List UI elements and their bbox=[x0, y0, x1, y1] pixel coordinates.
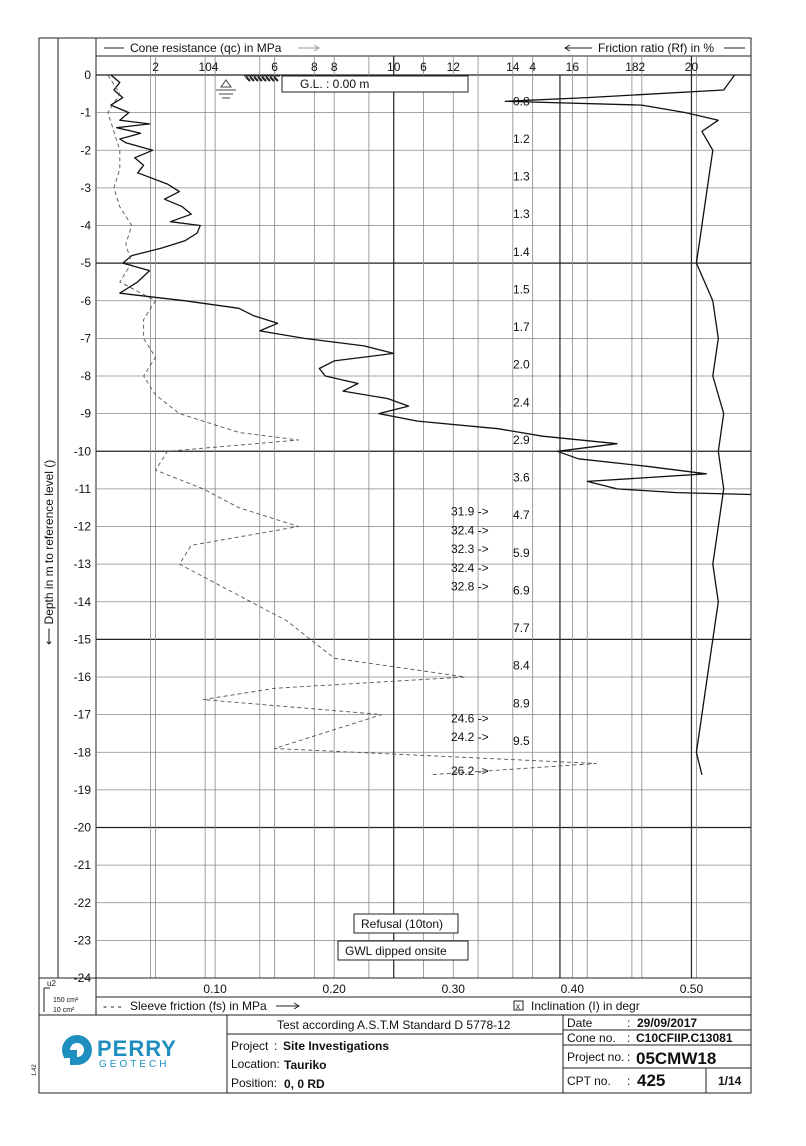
fs-tick-label: 0.30 bbox=[441, 982, 465, 996]
cone-value: C10CFIIP.C13081 bbox=[636, 1031, 733, 1045]
rf-summary-label: 2.4 bbox=[513, 395, 530, 410]
qc-tick-label: 12 bbox=[446, 60, 460, 74]
qc-offscale-labels bbox=[451, 504, 489, 778]
qc-tick-label: 14 bbox=[506, 60, 520, 74]
qc-offscale-label: 26.2 -> bbox=[451, 764, 489, 779]
depth-tick-label: -10 bbox=[73, 444, 91, 459]
qc-offscale-label: 32.4 -> bbox=[451, 523, 489, 538]
side-code: 1.42 bbox=[32, 1064, 38, 1076]
rf-tick-label: 6 bbox=[420, 60, 427, 74]
company-name: PERRY bbox=[97, 1036, 177, 1061]
rf-summary-label: 4.7 bbox=[513, 508, 530, 523]
rf-summary-label: 1.7 bbox=[513, 320, 530, 335]
y-tick-labels bbox=[74, 68, 92, 985]
depth-tick-label: -2 bbox=[80, 143, 91, 158]
cpt-no-value: 425 bbox=[637, 1071, 666, 1090]
qc-offscale-label: 24.2 -> bbox=[451, 730, 489, 745]
rf-summary-label: 1.5 bbox=[513, 282, 530, 297]
rf-summary-label: 5.9 bbox=[513, 545, 530, 560]
depth-tick-label: -4 bbox=[80, 218, 91, 233]
svg-text:x: x bbox=[516, 1002, 520, 1011]
qc-offscale-label: 32.4 -> bbox=[451, 560, 489, 575]
depth-tick-label: -20 bbox=[73, 820, 91, 835]
depth-tick-label: -7 bbox=[80, 331, 91, 346]
depth-tick-label: -18 bbox=[73, 745, 91, 760]
svg-text::: : bbox=[627, 1050, 631, 1064]
rf-summary-label: 3.6 bbox=[513, 470, 530, 485]
qc-offscale-label: 24.6 -> bbox=[451, 711, 489, 726]
depth-tick-label: -3 bbox=[80, 180, 91, 195]
svg-text:u2: u2 bbox=[47, 979, 56, 988]
ground-level-icon bbox=[244, 76, 280, 81]
qc-tick-label: 2 bbox=[152, 60, 159, 74]
rf-summary-labels bbox=[513, 94, 530, 748]
svg-text:Location:: Location: bbox=[231, 1057, 280, 1071]
rf-axis-label: Friction ratio (Rf) in % bbox=[598, 41, 715, 55]
qc-tick-label: 18 bbox=[625, 60, 639, 74]
svg-text:Date: Date bbox=[567, 1016, 593, 1030]
svg-text:Cone no.: Cone no. bbox=[567, 1031, 616, 1045]
depth-tick-label: -22 bbox=[73, 895, 91, 910]
fs-tick-labels bbox=[203, 982, 703, 996]
qc-tick-label: 4 bbox=[211, 60, 219, 74]
qc-tick-label: 10 bbox=[387, 60, 401, 74]
rf-summary-label: 1.4 bbox=[513, 244, 530, 259]
qc-tick-label: 8 bbox=[330, 60, 338, 74]
grid bbox=[96, 56, 751, 978]
svg-text::: : bbox=[627, 1031, 631, 1045]
svg-text:- - -: - - - bbox=[103, 999, 122, 1013]
standard-text: Test according A.S.T.M Standard D 5778-12 bbox=[277, 1018, 511, 1032]
fs-axis-label: Sleeve friction (fs) in MPa bbox=[130, 999, 267, 1013]
depth-tick-label: -14 bbox=[73, 594, 91, 609]
date-value: 29/09/2017 bbox=[637, 1016, 698, 1030]
fs-tick-label: 0.40 bbox=[560, 982, 585, 996]
depth-tick-label: 0 bbox=[84, 68, 91, 82]
x-tick-labels bbox=[152, 60, 698, 74]
inclination-label: Inclination (I) in degr bbox=[531, 999, 640, 1013]
depth-tick-label: -6 bbox=[80, 293, 91, 308]
rf-summary-label: 6.9 bbox=[513, 583, 530, 598]
rf-summary-label: 8.4 bbox=[513, 658, 530, 673]
rf-summary-label: 7.7 bbox=[513, 621, 530, 636]
svg-text::: : bbox=[627, 1074, 631, 1088]
rf-tick-label: 10 bbox=[198, 60, 212, 74]
refusal-note: Refusal (10ton) bbox=[361, 917, 444, 931]
qc-tick-label: 20 bbox=[684, 60, 699, 74]
rf-tick-label: 8 bbox=[310, 60, 318, 74]
rf-summary-label: 2.0 bbox=[513, 357, 530, 372]
depth-tick-label: -19 bbox=[73, 782, 91, 797]
water-table-icon bbox=[216, 80, 236, 98]
rf-series-line bbox=[505, 75, 734, 775]
depth-tick-label: -21 bbox=[73, 858, 91, 873]
depth-tick-label: -8 bbox=[80, 369, 91, 383]
rf-tick-label: 2 bbox=[638, 60, 646, 74]
svg-text::: : bbox=[627, 1016, 631, 1030]
depth-tick-label: -24 bbox=[73, 971, 91, 985]
rf-summary-label: 1.3 bbox=[513, 207, 530, 222]
fs-tick-label: 0.20 bbox=[322, 982, 346, 996]
rf-summary-label: 8.9 bbox=[513, 696, 530, 711]
svg-text:10 cm²: 10 cm² bbox=[53, 1007, 75, 1014]
qc-series-line bbox=[111, 75, 751, 495]
depth-tick-label: -15 bbox=[73, 632, 91, 647]
company-subtitle: GEOTECH bbox=[99, 1059, 170, 1070]
project-no-value: 05CMW18 bbox=[636, 1049, 717, 1068]
depth-tick-label: -1 bbox=[80, 105, 91, 120]
outer-frame bbox=[39, 38, 751, 1093]
rf-summary-label: 2.9 bbox=[513, 432, 530, 447]
fs-tick-label: 0.50 bbox=[679, 982, 704, 996]
gwl-note: GWL dipped onsite bbox=[345, 944, 447, 958]
qc-tick-label: 16 bbox=[565, 60, 580, 74]
gl-label: G.L. : 0.00 m bbox=[300, 77, 370, 91]
location-value: Tauriko bbox=[284, 1058, 327, 1072]
company-logo bbox=[62, 1035, 177, 1070]
rf-summary-label: 9.5 bbox=[513, 733, 530, 748]
position-value: 0, 0 RD bbox=[284, 1077, 325, 1091]
depth-tick-label: -23 bbox=[73, 933, 91, 948]
rf-tick-label: 4 bbox=[529, 60, 537, 74]
qc-axis-label: Cone resistance (qc) in MPa bbox=[130, 41, 282, 55]
depth-tick-label: -11 bbox=[74, 481, 91, 496]
svg-text:CPT no.: CPT no. bbox=[567, 1074, 611, 1088]
qc-tick-label: 6 bbox=[271, 60, 278, 74]
svg-text::: : bbox=[274, 1039, 278, 1053]
rf-summary-label: 1.3 bbox=[513, 169, 530, 184]
fs-tick-label: 0.10 bbox=[203, 982, 227, 996]
rf-summary-label: 1.2 bbox=[513, 131, 530, 146]
qc-offscale-label: 31.9 -> bbox=[451, 504, 489, 519]
depth-tick-label: -12 bbox=[73, 519, 91, 534]
svg-text:150 cm²: 150 cm² bbox=[53, 997, 79, 1004]
project-value: Site Investigations bbox=[283, 1039, 390, 1053]
sheet-number: 1/14 bbox=[718, 1074, 742, 1088]
svg-text:Project no.: Project no. bbox=[567, 1050, 625, 1064]
svg-text:Project: Project bbox=[231, 1039, 269, 1053]
depth-tick-label: -17 bbox=[73, 707, 91, 722]
qc-offscale-label: 32.3 -> bbox=[451, 542, 489, 557]
depth-tick-label: -9 bbox=[80, 406, 91, 421]
qc-offscale-label: 32.8 -> bbox=[451, 579, 489, 594]
depth-tick-label: -5 bbox=[80, 256, 91, 271]
svg-text:Position:: Position: bbox=[231, 1076, 278, 1090]
depth-tick-label: -16 bbox=[73, 670, 91, 684]
rf-summary-label: 0.8 bbox=[513, 94, 530, 109]
y-axis-label: ⟵ Depth in m to reference level () bbox=[42, 459, 56, 645]
series-layer bbox=[108, 75, 751, 775]
depth-tick-label: -13 bbox=[73, 557, 91, 572]
